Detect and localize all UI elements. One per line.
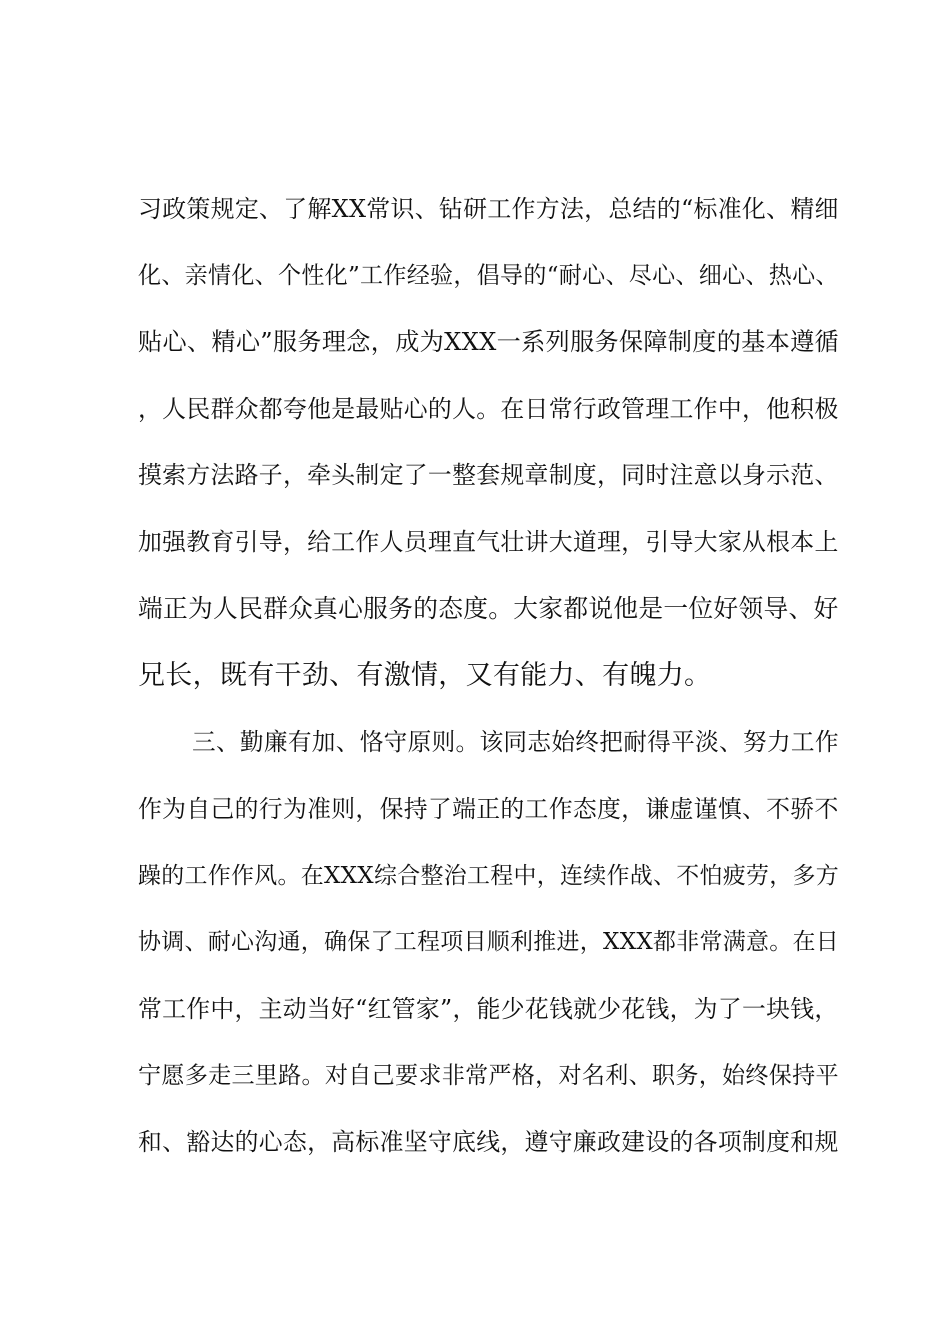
- text-line: 宁愿多走三里路。对自己要求非常严格，对名利、职务，始终保持平: [138, 1063, 839, 1089]
- paragraph-heading-line: 三、勤廉有加、恪守原则。该同志始终把耐得平淡、努力工作: [192, 728, 839, 756]
- text-line: 和、豁达的心态，高标准坚守底线，遵守廉政建设的各项制度和规: [138, 1128, 839, 1156]
- text-line: 贴心、精心”服务理念，成为XXX一系列服务保障制度的基本遵循: [138, 328, 840, 356]
- text-line: 兄长，既有干劲、有激情，又有能力、有魄力。: [138, 660, 712, 691]
- text-line: 加强教育引导，给工作人员理直气壮讲大道理，引导大家从根本上: [138, 528, 839, 556]
- text-line: 常工作中，主动当好“红管家”，能少花钱就少花钱，为了一块钱，: [138, 995, 839, 1023]
- text-line: 摸索方法路子，牵头制定了一整套规章制度，同时注意以身示范、: [138, 461, 839, 489]
- text-line: 端正为人民群众真心服务的态度。大家都说他是一位好领导、好: [138, 594, 839, 623]
- text-line: 协调、耐心沟通，确保了工程项目顺利推进，XXX都非常满意。在日: [138, 929, 840, 955]
- text-line: 习政策规定、了解XX常识、钻研工作方法，总结的“标准化、精细: [138, 195, 839, 223]
- text-line: 化、亲情化、个性化”工作经验，倡导的“耐心、尽心、细心、热心、: [138, 263, 839, 289]
- text-line: 作为自己的行为准则，保持了端正的工作态度，谦虚谨慎、不骄不: [138, 795, 839, 823]
- text-line: 躁的工作作风。在XXX综合整治工程中，连续作战、不怕疲劳，多方: [138, 863, 840, 889]
- text-line: ，人民群众都夸他是最贴心的人。在日常行政管理工作中，他积极: [138, 395, 839, 423]
